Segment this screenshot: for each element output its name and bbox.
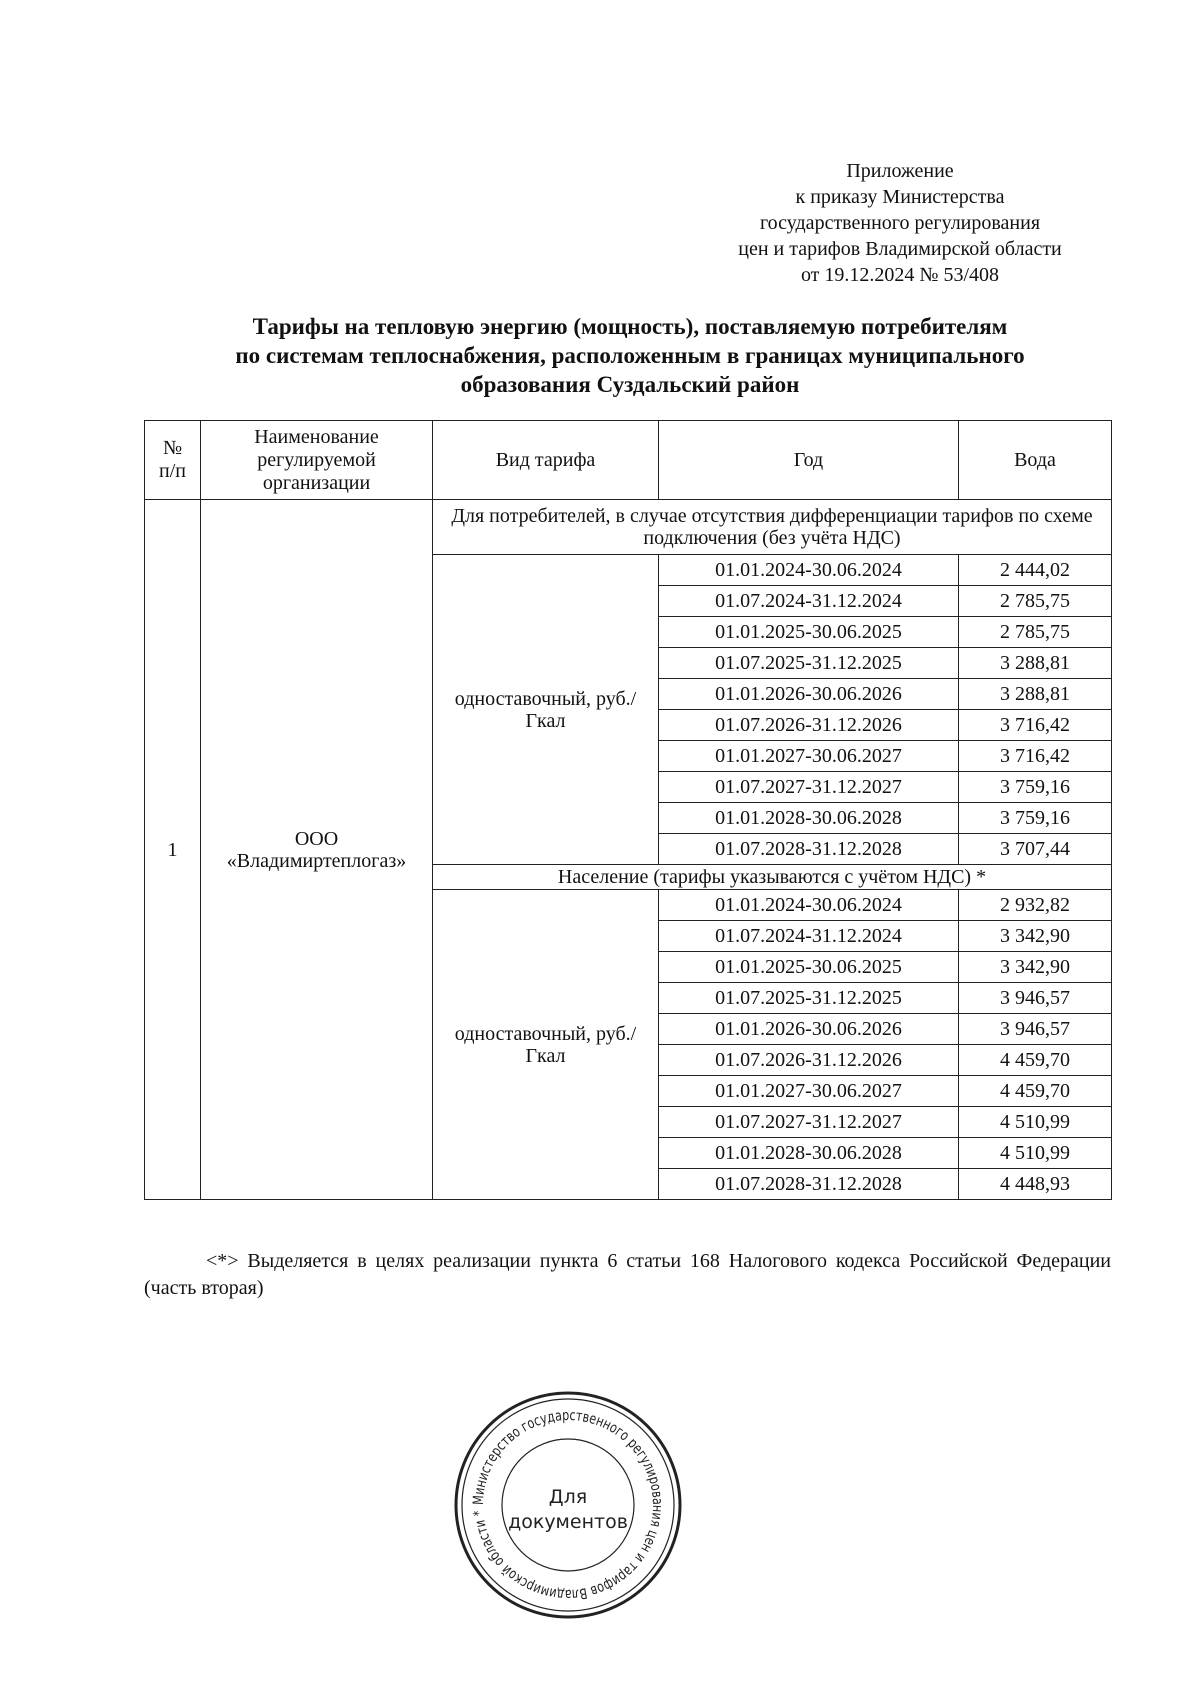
header-year: Год [659,421,959,500]
stamp-seal-graphic [448,1385,688,1625]
header-tariff-type: Вид тарифа [433,421,659,500]
period-cell: 01.07.2027-31.12.2027 [659,772,959,803]
document-title-line: по системам теплоснабжения, расположенным в границах муниципального [235,343,1025,368]
tariff-value-cell: 2 444,02 [959,555,1112,586]
period-cell: 01.01.2028-30.06.2028 [659,1138,959,1169]
period-cell: 01.07.2025-31.12.2025 [659,983,959,1014]
appendix-header-line: Приложение [846,160,954,182]
tariff-value-cell: 3 716,42 [959,741,1112,772]
tariff-value-cell: 3 716,42 [959,710,1112,741]
section-title: Для потребителей, в случае отсутствия дифференциации тарифов по схеме подключения (без учёта НДС) [433,500,1112,555]
period-cell: 01.01.2025-30.06.2025 [659,952,959,983]
appendix-header-line: государственного регулирования [759,212,1041,234]
stamp-center-line: Для [548,1486,588,1508]
stamp-center-line: документов [508,1511,628,1533]
period-cell: 01.01.2024-30.06.2024 [659,555,959,586]
table-header-row [145,421,1112,500]
tariff-value-cell: 2 785,75 [959,617,1112,648]
period-cell: 01.07.2028-31.12.2028 [659,834,959,865]
tariff-value-cell: 3 759,16 [959,772,1112,803]
table-row [145,500,1112,555]
document-title-line: образования Суздальский район [460,372,800,397]
tariff-type: одноставочный, руб./Гкал [433,890,659,1200]
row-number: 1 [145,500,201,1200]
tariff-value-cell: 2 932,82 [959,890,1112,921]
stamp [448,1385,688,1625]
tariff-value-cell: 3 288,81 [959,679,1112,710]
period-cell: 01.01.2027-30.06.2027 [659,741,959,772]
period-cell: 01.07.2025-31.12.2025 [659,648,959,679]
tariff-value-cell: 3 288,81 [959,648,1112,679]
tariff-value-cell: 3 946,57 [959,983,1112,1014]
period-cell: 01.01.2026-30.06.2026 [659,679,959,710]
tariff-table [144,420,1112,1200]
tariff-value-cell: 3 342,90 [959,952,1112,983]
section-title: Население (тарифы указываются с учётом НДС) * [433,865,1112,890]
footnote: <*> Выделяется в целях реализации пункта 6 статьи 168 Налогового кодекса Российской Федерации (часть вторая) [144,1250,1111,1299]
appendix-header [700,158,1100,288]
header-org: Наименование регулируемой организации [201,421,433,500]
period-cell: 01.01.2024-30.06.2024 [659,890,959,921]
document-title-line: Тарифы на тепловую энергию (мощность), поставляемую потребителям [252,314,1008,339]
tariff-value-cell: 4 459,70 [959,1076,1112,1107]
tariff-value-cell: 4 448,93 [959,1169,1112,1200]
tariff-value-cell: 4 510,99 [959,1107,1112,1138]
tariff-value-cell: 3 759,16 [959,803,1112,834]
period-cell: 01.01.2028-30.06.2028 [659,803,959,834]
period-cell: 01.07.2028-31.12.2028 [659,1169,959,1200]
document-title [150,312,1110,399]
appendix-header-line: цен и тарифов Владимирской области [738,238,1062,260]
tariff-type: одноставочный, руб./Гкал [433,555,659,865]
tariff-value-cell: 3 707,44 [959,834,1112,865]
stamp-ring-text: Министерство государственного регулирования цен и тарифов Владимирской области * [470,1407,666,1603]
period-cell: 01.01.2027-30.06.2027 [659,1076,959,1107]
period-cell: 01.07.2024-31.12.2024 [659,586,959,617]
header-num: № п/п [145,421,201,500]
period-cell: 01.07.2024-31.12.2024 [659,921,959,952]
header-water: Вода [959,421,1112,500]
appendix-header-line: от 19.12.2024 № 53/408 [800,264,1000,286]
period-cell: 01.07.2026-31.12.2026 [659,710,959,741]
organization-name: ООО «Владимиртеплогаз» [201,500,433,1200]
tariff-value-cell: 2 785,75 [959,586,1112,617]
appendix-header-line: к приказу Министерства [795,186,1005,208]
tariff-value-cell: 4 510,99 [959,1138,1112,1169]
period-cell: 01.01.2026-30.06.2026 [659,1014,959,1045]
table-body [145,500,1112,1200]
tariff-value-cell: 4 459,70 [959,1045,1112,1076]
tariff-value-cell: 3 342,90 [959,921,1112,952]
period-cell: 01.01.2025-30.06.2025 [659,617,959,648]
period-cell: 01.07.2026-31.12.2026 [659,1045,959,1076]
tariff-value-cell: 3 946,57 [959,1014,1112,1045]
period-cell: 01.07.2027-31.12.2027 [659,1107,959,1138]
